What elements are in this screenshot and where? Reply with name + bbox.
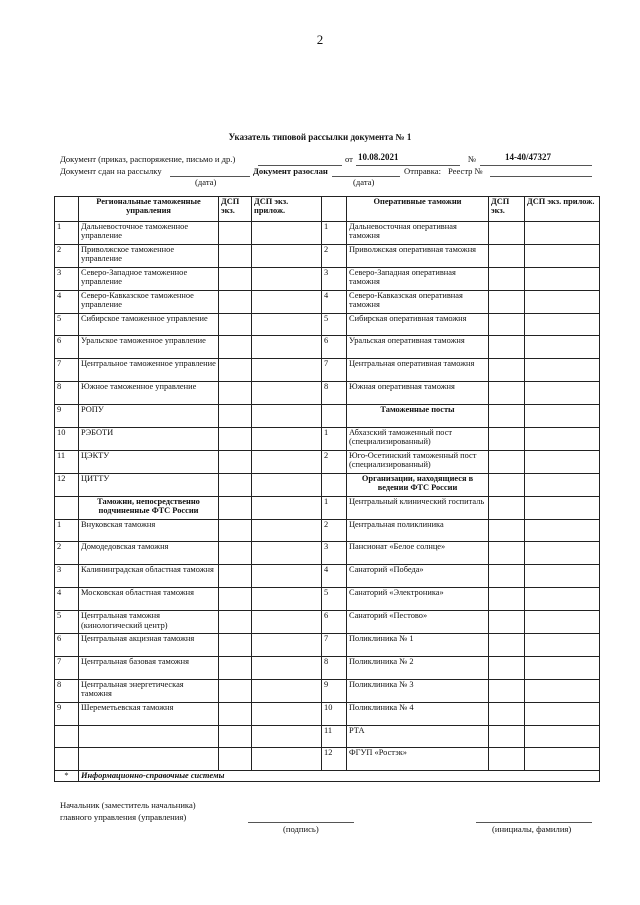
table-row <box>55 450 600 473</box>
table-row <box>55 473 600 496</box>
table-row <box>55 748 600 771</box>
number-label: № <box>468 154 477 164</box>
dsp-copies-left <box>219 496 252 519</box>
table-row <box>55 382 600 405</box>
dsp-copies-right <box>489 565 525 588</box>
document-title: Указатель типовой рассылки документа № 1 <box>228 132 412 142</box>
table-row <box>55 336 600 359</box>
page-number: 2 <box>316 32 324 47</box>
table-row <box>55 542 600 565</box>
dsp-attachments-left <box>252 313 322 336</box>
row-number-right: 6 <box>322 611 347 634</box>
regional-office-name: Калининградская областная таможня <box>79 565 219 588</box>
row-number-left: 6 <box>55 634 79 657</box>
row-number-right: 1 <box>322 496 347 519</box>
row-number-right: 7 <box>322 359 347 382</box>
dsp-copies-left <box>219 702 252 725</box>
table-row <box>55 725 600 748</box>
signatory-position-1: Начальник (заместитель начальника) <box>60 800 196 810</box>
dsp-copies-right <box>489 656 525 679</box>
dsp-attachments-right <box>525 244 600 267</box>
regional-office-name: Центральное таможенное управление <box>79 359 219 382</box>
row-number-right: 2 <box>322 450 347 473</box>
row-number-left: 2 <box>55 244 79 267</box>
dsp-copies-left <box>219 679 252 702</box>
row-number-left: 3 <box>55 267 79 290</box>
dsp-copies-right <box>489 450 525 473</box>
dsp-attachments-right <box>525 679 600 702</box>
table-row <box>55 222 600 245</box>
regional-office-name: Дальневосточное таможенное управление <box>79 222 219 245</box>
regional-office-name: РОПУ <box>79 405 219 428</box>
operational-office-name: Абхазский таможенный пост (специализированный) <box>347 428 489 451</box>
dsp-copies-left <box>219 428 252 451</box>
table-row <box>55 656 600 679</box>
operational-office-name: Юго-Осетинский таможенный пост (специализированный) <box>347 450 489 473</box>
row-number-left: 7 <box>55 656 79 679</box>
row-number-right: 6 <box>322 336 347 359</box>
footer-mark: * <box>55 771 79 782</box>
distribution-table <box>54 196 600 782</box>
dsp-attachments-left <box>252 611 322 634</box>
dsp-copies-right <box>489 313 525 336</box>
dsp-attachments-right <box>525 656 600 679</box>
dsp-copies-left <box>219 611 252 634</box>
row-number-left: 9 <box>55 405 79 428</box>
header-operational: Оперативные таможни <box>347 197 489 222</box>
regional-office-name: Уральское таможенное управление <box>79 336 219 359</box>
dsp-attachments-left <box>252 336 322 359</box>
dsp-attachments-right <box>525 702 600 725</box>
dsp-copies-right <box>489 473 525 496</box>
dsp-copies-left <box>219 748 252 771</box>
dsp-copies-left <box>219 267 252 290</box>
regional-office-name: Центральная базовая таможня <box>79 656 219 679</box>
row-number-right: 4 <box>322 290 347 313</box>
operational-office-name: Центральная оперативная таможня <box>347 359 489 382</box>
row-number-right: 3 <box>322 267 347 290</box>
dsp-attachments-right <box>525 473 600 496</box>
header-regional: Региональные таможенные управления <box>79 197 219 222</box>
dsp-attachments-right <box>525 588 600 611</box>
operational-office-name: Южная оперативная таможня <box>347 382 489 405</box>
doc-type-label: Документ (приказ, распоряжение, письмо и др.) <box>60 154 236 164</box>
row-number-left: 9 <box>55 702 79 725</box>
dsp-attachments-right <box>525 519 600 542</box>
regional-office-name: Таможни, непосредственно подчиненные ФТС России <box>79 496 219 519</box>
regional-office-name: ЦИТТУ <box>79 473 219 496</box>
dsp-attachments-left <box>252 588 322 611</box>
regional-office-name: Московская областная таможня <box>79 588 219 611</box>
footer-info-systems: Информационно-справочные системы <box>79 771 600 782</box>
dsp-copies-right <box>489 244 525 267</box>
header-dsp-att-left: ДСП экз. прилож. <box>252 197 322 222</box>
dsp-attachments-left <box>252 405 322 428</box>
dsp-attachments-left <box>252 496 322 519</box>
dsp-copies-left <box>219 405 252 428</box>
regional-office-name <box>79 725 219 748</box>
dsp-copies-right <box>489 428 525 451</box>
row-number-left: 4 <box>55 588 79 611</box>
dsp-attachments-left <box>252 450 322 473</box>
row-number-right <box>322 405 347 428</box>
dsp-attachments-right <box>525 565 600 588</box>
dsp-copies-right <box>489 702 525 725</box>
dsp-copies-right <box>489 725 525 748</box>
table-row <box>55 290 600 313</box>
initials-line <box>476 822 592 823</box>
dsp-attachments-left <box>252 542 322 565</box>
operational-office-name: Центральный клинический госпиталь <box>347 496 489 519</box>
header-dsp-right: ДСП экз. <box>489 197 525 222</box>
dsp-copies-right <box>489 611 525 634</box>
table-row <box>55 565 600 588</box>
regional-office-name: Южное таможенное управление <box>79 382 219 405</box>
dsp-copies-left <box>219 565 252 588</box>
table-row <box>55 428 600 451</box>
regional-office-name: Северо-Кавказское таможенное управление <box>79 290 219 313</box>
row-number-left: 3 <box>55 565 79 588</box>
dsp-attachments-left <box>252 519 322 542</box>
regional-office-name: Северо-Западное таможенное управление <box>79 267 219 290</box>
dsp-copies-left <box>219 519 252 542</box>
row-number-left: 1 <box>55 519 79 542</box>
table-row <box>55 359 600 382</box>
operational-office-name: Северо-Кавказская оперативная таможня <box>347 290 489 313</box>
table-row <box>55 244 600 267</box>
row-number-left: 8 <box>55 679 79 702</box>
row-number-left: 1 <box>55 222 79 245</box>
operational-office-name: Приволжская оперативная таможня <box>347 244 489 267</box>
dsp-copies-right <box>489 634 525 657</box>
row-number-left <box>55 725 79 748</box>
registry-label: Реестр № <box>448 166 483 176</box>
dsp-attachments-left <box>252 244 322 267</box>
table-row <box>55 267 600 290</box>
dsp-attachments-right <box>525 725 600 748</box>
regional-office-name: Внуковская таможня <box>79 519 219 542</box>
dsp-attachments-right <box>525 359 600 382</box>
operational-office-name: Поликлиника № 1 <box>347 634 489 657</box>
initials-caption: (инициалы, фамилия) <box>492 824 572 834</box>
dsp-copies-left <box>219 290 252 313</box>
dsp-attachments-right <box>525 267 600 290</box>
row-number-right <box>322 473 347 496</box>
row-number-right: 7 <box>322 634 347 657</box>
row-number-left: 10 <box>55 428 79 451</box>
row-number-right: 2 <box>322 244 347 267</box>
document-date: 10.08.2021 <box>358 152 399 162</box>
dsp-copies-right <box>489 382 525 405</box>
table-row <box>55 588 600 611</box>
dsp-attachments-left <box>252 359 322 382</box>
dsp-attachments-left <box>252 565 322 588</box>
dsp-copies-right <box>489 679 525 702</box>
regional-office-name: РЭБОТИ <box>79 428 219 451</box>
dsp-copies-left <box>219 244 252 267</box>
header-dsp-left: ДСП экз. <box>219 197 252 222</box>
dsp-attachments-right <box>525 450 600 473</box>
row-number-right: 12 <box>322 748 347 771</box>
dsp-attachments-right <box>525 542 600 565</box>
signature-line <box>248 822 354 823</box>
regional-office-name: Приволжское таможенное управление <box>79 244 219 267</box>
regional-office-name: Центральная акцизная таможня <box>79 634 219 657</box>
dsp-attachments-left <box>252 222 322 245</box>
operational-office-name: Центральная поликлиника <box>347 519 489 542</box>
operational-office-name: Пансионат «Белое солнце» <box>347 542 489 565</box>
dsp-copies-right <box>489 405 525 428</box>
dsp-copies-left <box>219 382 252 405</box>
row-number-right: 5 <box>322 313 347 336</box>
dsp-attachments-left <box>252 702 322 725</box>
table-row <box>55 679 600 702</box>
dispatch-label: Отправка: <box>404 166 441 176</box>
registry-line <box>490 176 592 177</box>
dsp-attachments-left <box>252 290 322 313</box>
dsp-attachments-right <box>525 611 600 634</box>
operational-office-name: Организации, находящиеся в ведении ФТС России <box>347 473 489 496</box>
regional-office-name <box>79 748 219 771</box>
dsp-attachments-right <box>525 290 600 313</box>
operational-office-name: Поликлиника № 2 <box>347 656 489 679</box>
regional-office-name: Домодедовская таможня <box>79 542 219 565</box>
operational-office-name: Санаторий «Победа» <box>347 565 489 588</box>
row-number-left: 11 <box>55 450 79 473</box>
row-number-left <box>55 496 79 519</box>
regional-office-name: Центральная энергетическая таможня <box>79 679 219 702</box>
dsp-attachments-left <box>252 428 322 451</box>
row-number-right: 11 <box>322 725 347 748</box>
row-number-left: 12 <box>55 473 79 496</box>
dsp-copies-right <box>489 267 525 290</box>
signature-caption: (подпись) <box>283 824 319 834</box>
row-number-left: 7 <box>55 359 79 382</box>
operational-office-name: Поликлиника № 4 <box>347 702 489 725</box>
table-row <box>55 702 600 725</box>
table-row <box>55 611 600 634</box>
operational-office-name: Таможенные посты <box>347 405 489 428</box>
dsp-copies-left <box>219 634 252 657</box>
dsp-attachments-left <box>252 267 322 290</box>
row-number-right: 5 <box>322 588 347 611</box>
dsp-attachments-left <box>252 656 322 679</box>
operational-office-name: Дальневосточная оперативная таможня <box>347 222 489 245</box>
operational-office-name: Северо-Западная оперативная таможня <box>347 267 489 290</box>
row-number-right: 4 <box>322 565 347 588</box>
dsp-attachments-right <box>525 382 600 405</box>
row-number-right: 9 <box>322 679 347 702</box>
row-number-right: 1 <box>322 428 347 451</box>
regional-office-name: ЦЭКТУ <box>79 450 219 473</box>
regional-office-name: Сибирское таможенное управление <box>79 313 219 336</box>
dsp-attachments-right <box>525 748 600 771</box>
row-number-left: 5 <box>55 313 79 336</box>
dsp-copies-right <box>489 519 525 542</box>
dsp-attachments-left <box>252 634 322 657</box>
row-number-left: 4 <box>55 290 79 313</box>
dsp-attachments-left <box>252 679 322 702</box>
operational-office-name: РТА <box>347 725 489 748</box>
table-header-row <box>55 197 600 222</box>
table-row <box>55 405 600 428</box>
submitted-label: Документ сдан на рассылку <box>60 166 162 176</box>
dsp-copies-right <box>489 542 525 565</box>
row-number-left: 6 <box>55 336 79 359</box>
dsp-copies-left <box>219 359 252 382</box>
dsp-copies-left <box>219 542 252 565</box>
header-num-left <box>55 197 79 222</box>
regional-office-name: Центральная таможня (кинологический центр) <box>79 611 219 634</box>
row-number-left: 2 <box>55 542 79 565</box>
row-number-right: 8 <box>322 382 347 405</box>
row-number-right: 3 <box>322 542 347 565</box>
header-num-right <box>322 197 347 222</box>
regional-office-name: Шереметьевская таможня <box>79 702 219 725</box>
dsp-attachments-left <box>252 473 322 496</box>
dsp-copies-left <box>219 588 252 611</box>
dsp-attachments-left <box>252 382 322 405</box>
dsp-copies-right <box>489 222 525 245</box>
row-number-right: 8 <box>322 656 347 679</box>
document-number: 14-40/47327 <box>505 152 551 162</box>
dsp-copies-right <box>489 336 525 359</box>
dsp-copies-left <box>219 450 252 473</box>
dsp-copies-right <box>489 290 525 313</box>
number-line <box>480 165 592 166</box>
dsp-copies-left <box>219 473 252 496</box>
signatory-position-2: главного управления (управления) <box>60 812 187 822</box>
dsp-copies-left <box>219 656 252 679</box>
row-number-right: 2 <box>322 519 347 542</box>
table-row <box>55 313 600 336</box>
dsp-copies-left <box>219 222 252 245</box>
operational-office-name: ФГУП «Ростэк» <box>347 748 489 771</box>
dsp-copies-right <box>489 588 525 611</box>
row-number-right: 10 <box>322 702 347 725</box>
dsp-attachments-right <box>525 313 600 336</box>
dsp-attachments-left <box>252 748 322 771</box>
dsp-copies-left <box>219 725 252 748</box>
operational-office-name: Поликлиника № 3 <box>347 679 489 702</box>
header-dsp-att-right: ДСП экз. прилож. <box>525 197 600 222</box>
date-caption-sent: (дата) <box>353 177 375 187</box>
date-caption-submitted: (дата) <box>195 177 217 187</box>
operational-office-name: Санаторий «Электроника» <box>347 588 489 611</box>
dsp-copies-left <box>219 336 252 359</box>
row-number-left: 8 <box>55 382 79 405</box>
dsp-attachments-left <box>252 725 322 748</box>
dsp-attachments-right <box>525 496 600 519</box>
dsp-attachments-right <box>525 405 600 428</box>
dsp-attachments-right <box>525 222 600 245</box>
row-number-left <box>55 748 79 771</box>
operational-office-name: Санаторий «Пестово» <box>347 611 489 634</box>
table-row <box>55 634 600 657</box>
dsp-copies-right <box>489 496 525 519</box>
dsp-copies-left <box>219 313 252 336</box>
operational-office-name: Уральская оперативная таможня <box>347 336 489 359</box>
table-row <box>55 496 600 519</box>
row-number-left: 5 <box>55 611 79 634</box>
dsp-attachments-right <box>525 428 600 451</box>
row-number-right: 1 <box>322 222 347 245</box>
dsp-copies-right <box>489 748 525 771</box>
table-footer-row <box>55 771 600 782</box>
sent-label: Документ разослан <box>253 166 328 176</box>
table-row <box>55 519 600 542</box>
operational-office-name: Сибирская оперативная таможня <box>347 313 489 336</box>
dsp-attachments-right <box>525 634 600 657</box>
date-from-label: от <box>345 154 353 164</box>
dsp-attachments-right <box>525 336 600 359</box>
dsp-copies-right <box>489 359 525 382</box>
